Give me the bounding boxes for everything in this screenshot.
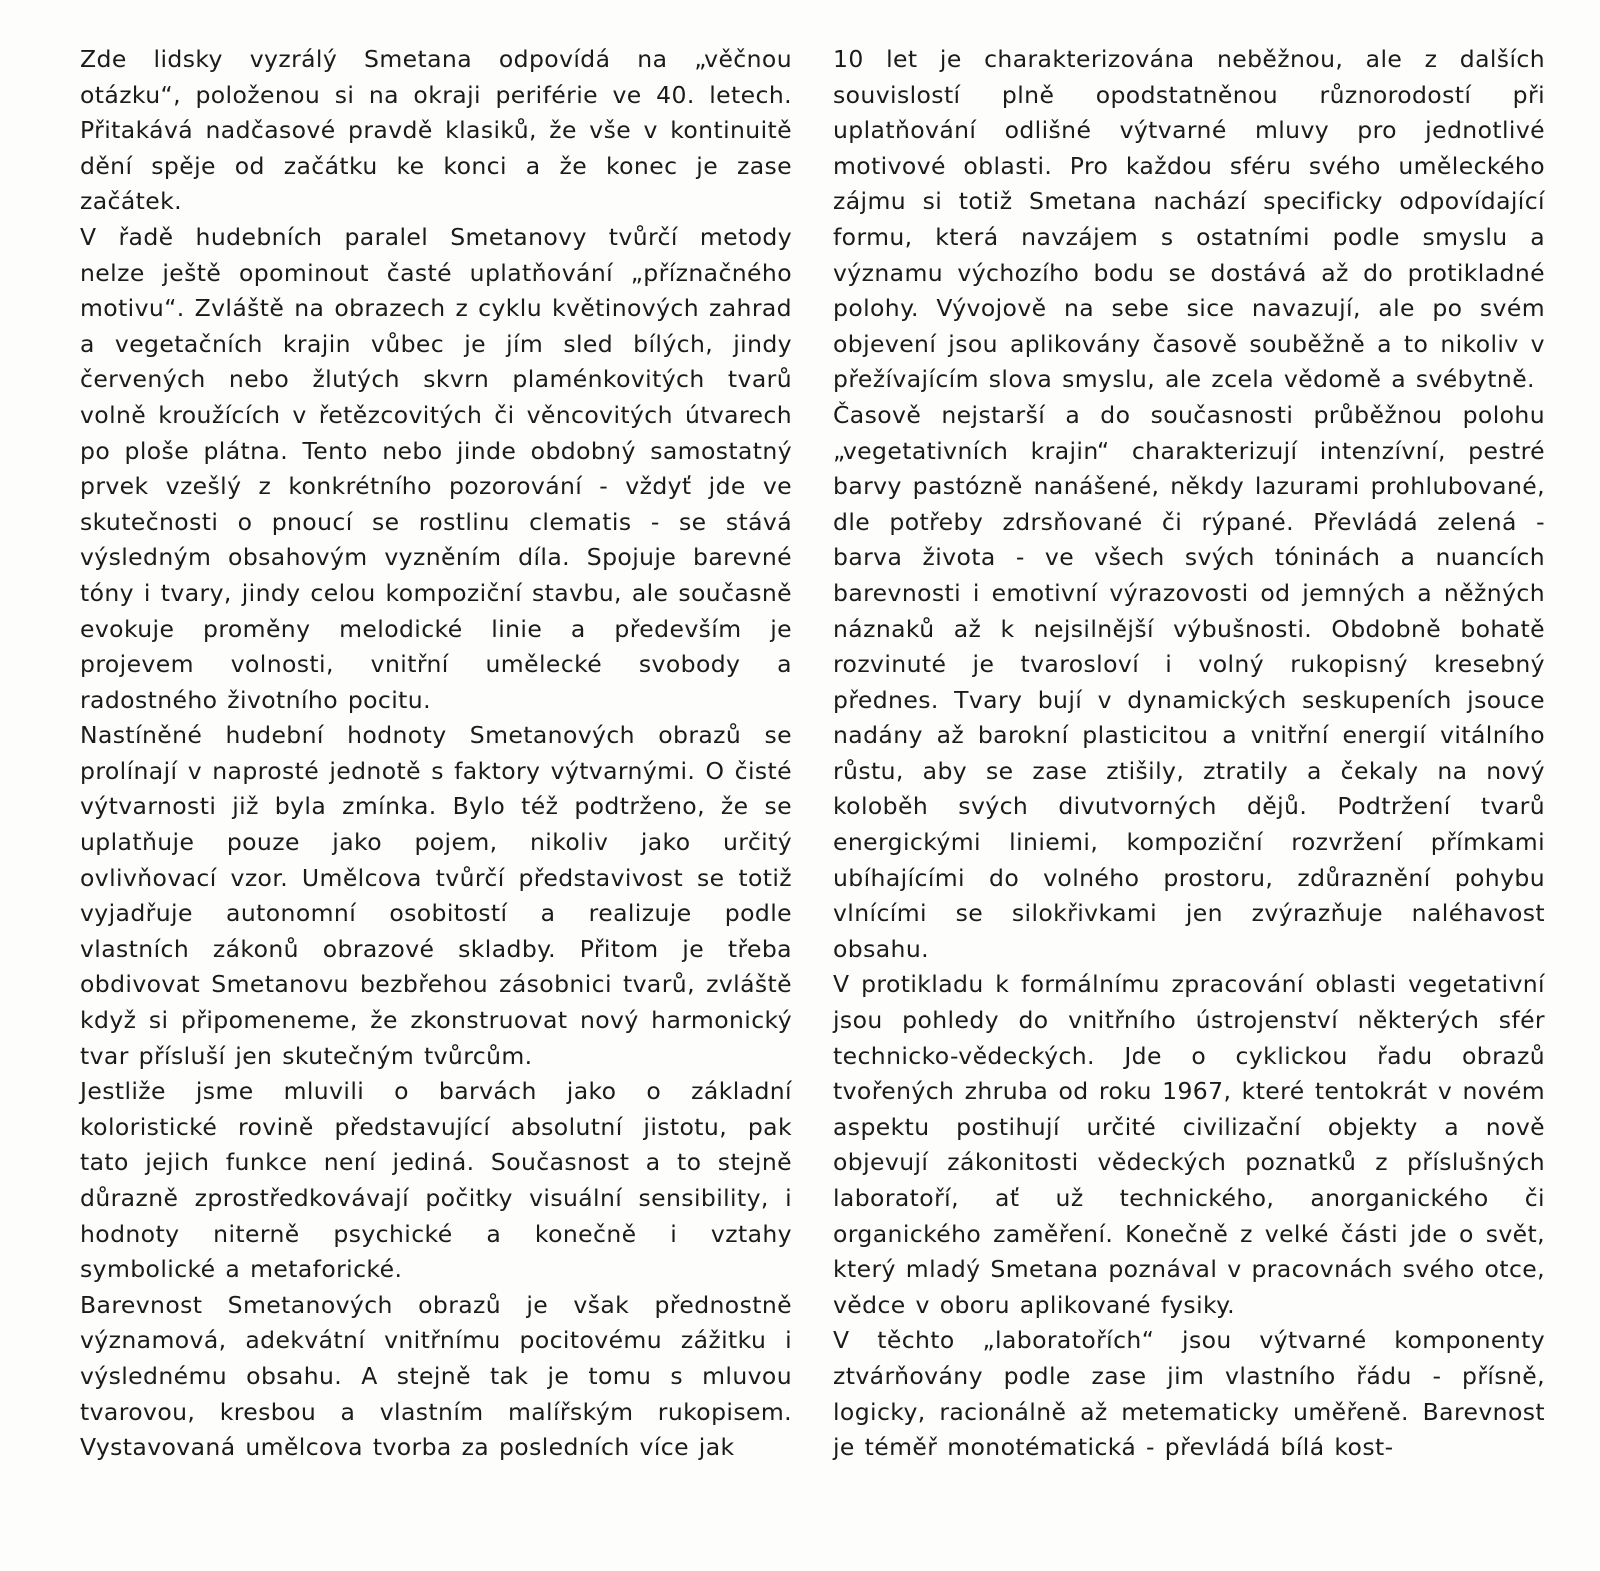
paragraph: Jestliže jsme mluvili o barvách jako o základní koloristické rovině představující absolutní jistotu, pak tato jejich funkce není jediná. Současnost a to stejně důrazně zprostředkovávají počitky visuální sensibility, i hodnoty niterně psychické a konečně i vztahy symbolické a metaforické.	[80, 1077, 792, 1284]
paragraph: V protikladu k formálnímu zpracování oblasti vegetativní jsou pohledy do vnitřního ústrojenství některých sfér technicko-vědeckých. Jde o cyklickou řadu obrazů tvořených zhruba od roku 1967, které tentokrát v novém aspektu postihují určité civilizační objekty a nově objevují zákonitosti vědeckých poznatků z příslušných laboratoří, ať už technického, anorganického či organického zaměření. Konečně z velké části jde o svět, který mladý Smetana poznával v pracovnách svého otce, vědce v oboru aplikované fysiky.	[833, 970, 1545, 1319]
paragraph: V řadě hudebních paralel Smetanovy tvůrčí metody nelze ještě opominout časté uplatňování „příznačného motivu“. Zvláště na obrazech z cyklu květinových zahrad a vegetačních krajin vůbec je jím sled bílých, jindy červených nebo žlutých skvrn plaménkovitých tvarů volně kroužících v řetězcovitých či věncovitých útvarech po ploše plátna. Tento nebo jinde obdobný samostatný prvek vzešlý z konkrétního pozorování - vždyť jde ve skutečnosti o pnoucí se rostlinu clematis - se stává výsledným obsahovým vyzněním díla. Spojuje barevné tóny i tvary, jindy celou kompoziční stavbu, ale současně evokuje proměny melodické linie a především je projevem volnosti, vnitřní umělecké svobody a radostného životního pocitu.	[80, 222, 792, 714]
paragraph: Zde lidsky vyzrálý Smetana odpovídá na „věčnou otázku“, položenou si na okraji periférie ve 40. letech. Přitakává nadčasové pravdě klasiků, že vše v kontinuitě dění spěje od začátku ke konci a že konec je zase začátek.	[80, 45, 792, 216]
text-column-right	[833, 42, 1545, 1466]
text-column-left	[80, 42, 792, 1466]
paragraph: Časově nejstarší a do současnosti průběžnou polohu „vegetativních krajin“ charakterizují intenzívní, pestré barvy pastózně nanášené, někdy lazurami prohlubované, dle potřeby zdrsňované či rýpané. Převládá zelená - barva života - ve všech svých tóninách a nuancích barevnosti i emotivní výrazovosti od jemných a něžných náznaků až k nejsilnější výbušnosti. Obdobně bohatě rozvinuté je tvarosloví i volný rukopisný kresebný přednes. Tvary bují v dynamických seskupeních jsouce nadány až barokní plasticitou a vnitřní energií vitálního růstu, aby se zase ztišily, ztratily a čekaly na nový koloběh svých divutvorných dějů. Podtržení tvarů energickými liniemi, kompoziční rozvržení přímkami ubíhajícími do volného prostoru, zdůraznění pohybu vlnícími se silokřivkami jen zvýrazňuje naléhavost obsahu.	[833, 400, 1545, 963]
paragraph: V těchto „laboratořích“ jsou výtvarné komponenty ztvárňovány podle zase jim vlastního řádu - přísně, logicky, racionálně až metematicky uměřeně. Barevnost je téměř monotématická - převládá bílá kost-	[833, 1326, 1545, 1462]
paragraph: 10 let je charakterizována neběžnou, ale z dalších souvislostí plně opodstatněnou různorodostí při uplatňování odlišné výtvarné mluvy pro jednotlivé motivové oblasti. Pro každou sféru svého uměleckého zájmu si totiž Smetana nachází specificky odpovídající formu, která navzájem s ostatními podle smyslu a významu výchozího bodu se dostává až do protikladné polohy. Vývojově na sebe sice navazují, ale po svém objevení jsou aplikovány časově souběžně a to nikoliv v přežívajícím slova smyslu, ale zcela vědomě a svébytně.	[833, 45, 1545, 394]
paragraph: Barevnost Smetanových obrazů je však přednostně významová, adekvátní vnitřnímu pocitovému zážitku i výslednému obsahu. A stejně tak je tomu s mluvou tvarovou, kresbou a vlastním malířským rukopisem. Vystavovaná umělcova tvorba za posledních více jak	[80, 1290, 792, 1462]
paragraph: Nastíněné hudební hodnoty Smetanových obrazů se prolínají v naprosté jednotě s faktory výtvarnými. O čisté výtvarnosti již byla zmínka. Bylo též podtrženo, že se uplatňuje pouze jako pojem, nikoliv jako určitý ovlivňovací vzor. Umělcova tvůrčí představivost se totiž vyjadřuje autonomní osobitostí a realizuje podle vlastních zákonů obrazové skladby. Přitom je třeba obdivovat Smetanovu bezbřehou zásobnici tvarů, zvláště když si připomeneme, že zkonstruovat nový harmonický tvar přísluší jen skutečným tvůrcům.	[80, 721, 792, 1070]
